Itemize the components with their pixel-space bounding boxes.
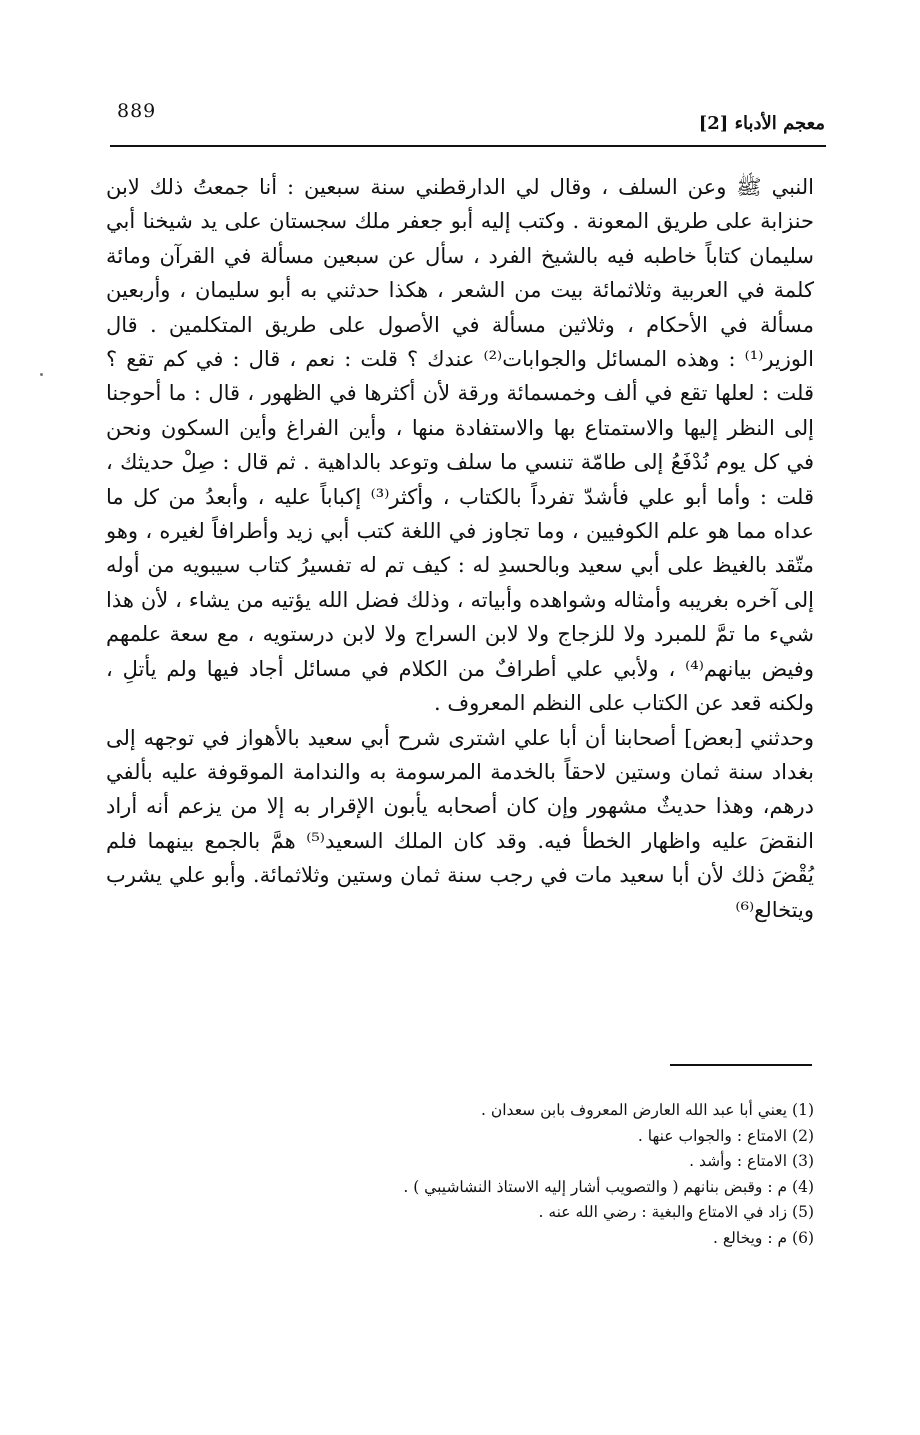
footnote-divider [670,1064,812,1066]
margin-mark [40,373,43,376]
footnote: (5) زاد في الامتاع والبغية : رضي الله عنه . [538,1203,814,1221]
running-header-title: معجم الأدباء [2] [698,113,825,134]
footnote: (3) الامتاع : وأشد . [689,1152,814,1170]
paragraph: النبي ﷺ وعن السلف ، وقال لي الدارقطني سنة سبعين : أنا جمعتُ ذلك لابن حنزابة على طريق المعونة . وكتب إليه أبو جعفر ملك سجستان على يد شيخنا أبي سليمان كتاباً خاطبه فيه بالشيخ الفرد ، سأل عن سبعين مسألة في القرآن ومائة كلمة في العربية وثلاثمائة بيت من الشعر ، هكذا حدثني به أبو سليمان ، وأربعين مسألة في الأحكام ، وثلاثين مسألة في الأصول على طريق المتكلمين . قال الوزير⁽¹⁾ : وهذه المسائل والجوابات⁽²⁾ عندك ؟ قلت : نعم ، قال : في كم تقع ؟ قلت : لعلها تقع في ألف وخمسمائة ورقة لأن أكثرها في الظهور ، قال : ما أحوجنا إلى النظر إليها والاستمتاع بها والاستفادة منها ، وأين الفراغ وأين السكون ونحن في كل يوم نُدْفَعُ إلى طامّة تنسي ما سلف وتوعد بالداهية . ثم قال : صِلْ حديثك ، قلت : وأما أبو علي فأشدّ تفرداً بالكتاب ، وأكثر⁽³⁾ إكباباً عليه ، وأبعدُ من كل ما عداه مما هو علم الكوفيين ، وما تجاوز في اللغة كتب أبي زيد وأطرافاً لغيره ، وهو متّقد بالغيظ على أبي سعيد وبالحسدِ له : كيف تم له تفسيرُ كتاب سيبويه من أوله إلى آخره بغريبه وأمثاله وشواهده وأبياته ، وذلك فضل الله يؤتيه من يشاء ، لأن هذا شيء ما تمَّ للمبرد ولا للزجاج ولا لابن السراج ولا لابن درستويه ، مع سعة علمهم وفيض بيانهم⁽⁴⁾ ، ولأبي علي أطرافٌ من الكلام في مسائل أجاد فيها ولم يأتلِ ، ولكنه قعد عن الكتاب على النظم المعروف . [106,175,814,716]
header-divider [110,145,826,147]
footnote: (1) يعني أبا عبد الله العارض المعروف بابن سعدان . [481,1101,814,1119]
footnote: (6) م : ويخالع . [713,1228,814,1247]
footnote: (4) م : وقبض بنانهم ( والتصويب أشار إليه الاستاذ النشاشيبي ) . [403,1177,814,1196]
main-text-block [106,170,814,927]
footnotes-block [150,1098,814,1251]
footnote: (2) الامتاع : والجواب عنها . [637,1126,814,1145]
paragraph: وحدثني [بعض] أصحابنا أن أبا علي اشترى شرح أبي سعيد بالأهواز في توجهه إلى بغداد سنة ثمان وستين لاحقاً بالخدمة المرسومة به والندامة الموقوفة عليه بألفي درهم، وهذا حديثٌ مشهور وإن كان أصحابه يأبون الإقرار به إلا من يزعم أنه أراد النقضَ عليه واظهار الخطأ فيه. وقد كان الملك السعيد⁽⁵⁾ همَّ بالجمع بينهما فلم يُقْضَ ذلك لأن أبا سعيد مات في رجب سنة ثمان وستين وثلاثمائة. وأبو علي يشرب ويتخالع⁽⁶⁾ [106,725,814,922]
page-number: 889 [117,100,157,122]
